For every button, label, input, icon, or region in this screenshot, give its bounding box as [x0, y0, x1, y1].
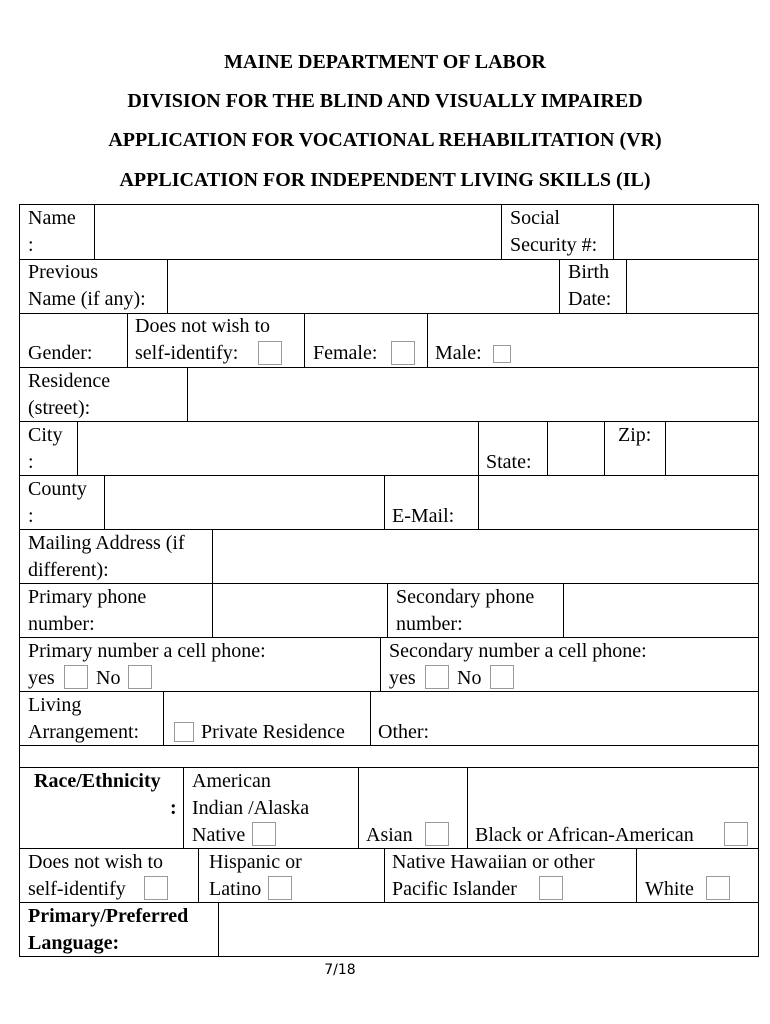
gender-no-wish-checkbox[interactable]: [258, 341, 282, 365]
mailing-address-label: Mailing Address (if: [28, 532, 185, 554]
gender-no-wish-label-2: self-identify:: [135, 342, 239, 364]
previous-name-label: Previous: [28, 261, 98, 283]
private-residence-label: Private Residence: [201, 721, 345, 743]
american-indian-label-2: Indian /Alaska: [192, 797, 310, 819]
race-ethnicity-label: Race/Ethnicity: [34, 770, 161, 792]
birth-date-field[interactable]: [627, 260, 758, 313]
other-label: Other:: [378, 721, 430, 743]
female-checkbox[interactable]: [391, 341, 415, 365]
native-hawaiian-label-2: Pacific Islander: [392, 878, 517, 900]
race-no-wish-label-2: self-identify: [28, 878, 126, 900]
city-label-colon: :: [28, 451, 34, 473]
american-indian-checkbox[interactable]: [252, 822, 276, 846]
primary-phone-field[interactable]: [213, 584, 386, 637]
secondary-cell-yes-checkbox[interactable]: [425, 665, 449, 689]
american-indian-label-3: Native: [192, 824, 246, 846]
asian-checkbox[interactable]: [425, 822, 449, 846]
race-ethnicity-colon: :: [170, 797, 177, 819]
primary-phone-label: Primary phone: [28, 586, 147, 608]
header-line-2: DIVISION FOR THE BLIND AND VISUALLY IMPAIRED: [127, 90, 643, 112]
white-checkbox[interactable]: [706, 876, 730, 900]
primary-cell-no-checkbox[interactable]: [128, 665, 152, 689]
language-label: Primary/Preferred: [28, 905, 189, 927]
email-field[interactable]: [479, 476, 758, 529]
black-african-american-label: Black or African-American: [475, 824, 694, 846]
email-label: E-Mail:: [392, 505, 455, 527]
race-no-wish-checkbox[interactable]: [144, 876, 168, 900]
residence-label: Residence: [28, 370, 111, 392]
private-residence-checkbox[interactable]: [174, 722, 194, 742]
gender-no-wish-label: Does not wish to: [135, 315, 270, 337]
american-indian-label: American: [192, 770, 271, 792]
name-label: Name: [28, 207, 76, 229]
state-field[interactable]: [548, 422, 603, 475]
male-checkbox[interactable]: [493, 345, 511, 363]
race-no-wish-label: Does not wish to: [28, 851, 163, 873]
male-label: Male:: [435, 342, 482, 364]
secondary-phone-field[interactable]: [564, 584, 758, 637]
page-number: 7/18: [324, 962, 356, 978]
mailing-address-label-2: different):: [28, 559, 109, 581]
native-hawaiian-checkbox[interactable]: [539, 876, 563, 900]
living-arrangement-label-2: Arrangement:: [28, 721, 140, 743]
secondary-phone-label: Secondary phone: [396, 586, 535, 608]
hispanic-label-2: Latino: [209, 878, 262, 900]
asian-label: Asian: [366, 824, 413, 846]
zip-label: Zip:: [618, 424, 652, 446]
previous-name-field[interactable]: [168, 260, 558, 313]
name-field[interactable]: [95, 205, 500, 259]
living-arrangement-label: Living: [28, 694, 82, 716]
secondary-cell-yes-label: yes: [389, 667, 416, 689]
name-label-colon: :: [28, 234, 34, 256]
primary-cell-no-label: No: [96, 667, 121, 689]
secondary-cell-label: Secondary number a cell phone:: [389, 640, 647, 662]
mailing-address-field[interactable]: [213, 530, 758, 583]
hispanic-checkbox[interactable]: [268, 876, 292, 900]
female-label: Female:: [313, 342, 378, 364]
birth-date-label-2: Date:: [568, 288, 612, 310]
city-label: City: [28, 424, 63, 446]
county-label: County: [28, 478, 87, 500]
white-label: White: [645, 878, 694, 900]
residence-field[interactable]: [188, 368, 758, 421]
secondary-cell-no-label: No: [457, 667, 482, 689]
secondary-cell-no-checkbox[interactable]: [490, 665, 514, 689]
residence-label-2: (street):: [28, 397, 91, 419]
secondary-phone-label-2: number:: [396, 613, 463, 635]
language-field[interactable]: [219, 903, 758, 956]
black-african-american-checkbox[interactable]: [724, 822, 748, 846]
gender-label: Gender:: [28, 342, 93, 364]
previous-name-label-2: Name (if any):: [28, 288, 146, 310]
ssn-field[interactable]: [614, 205, 758, 259]
zip-field[interactable]: [666, 422, 758, 475]
ssn-label: Social: [510, 207, 560, 229]
city-field[interactable]: [78, 422, 477, 475]
primary-cell-yes-label: yes: [28, 667, 55, 689]
spacer-row: [19, 745, 759, 768]
county-label-colon: :: [28, 505, 34, 527]
primary-cell-label: Primary number a cell phone:: [28, 640, 266, 662]
primary-phone-label-2: number:: [28, 613, 95, 635]
hispanic-label: Hispanic or: [209, 851, 302, 873]
other-field[interactable]: [440, 692, 758, 745]
primary-cell-yes-checkbox[interactable]: [64, 665, 88, 689]
header-line-1: MAINE DEPARTMENT OF LABOR: [224, 51, 546, 73]
gender-row: [19, 313, 759, 368]
header-line-3: APPLICATION FOR VOCATIONAL REHABILITATION (VR): [108, 129, 662, 151]
state-label: State:: [486, 451, 532, 473]
header-line-4: APPLICATION FOR INDEPENDENT LIVING SKILLS (IL): [119, 169, 651, 191]
language-label-2: Language:: [28, 932, 120, 954]
native-hawaiian-label: Native Hawaiian or other: [392, 851, 595, 873]
birth-date-label: Birth: [568, 261, 610, 283]
ssn-label-2: Security #:: [510, 234, 598, 256]
county-field[interactable]: [105, 476, 383, 529]
